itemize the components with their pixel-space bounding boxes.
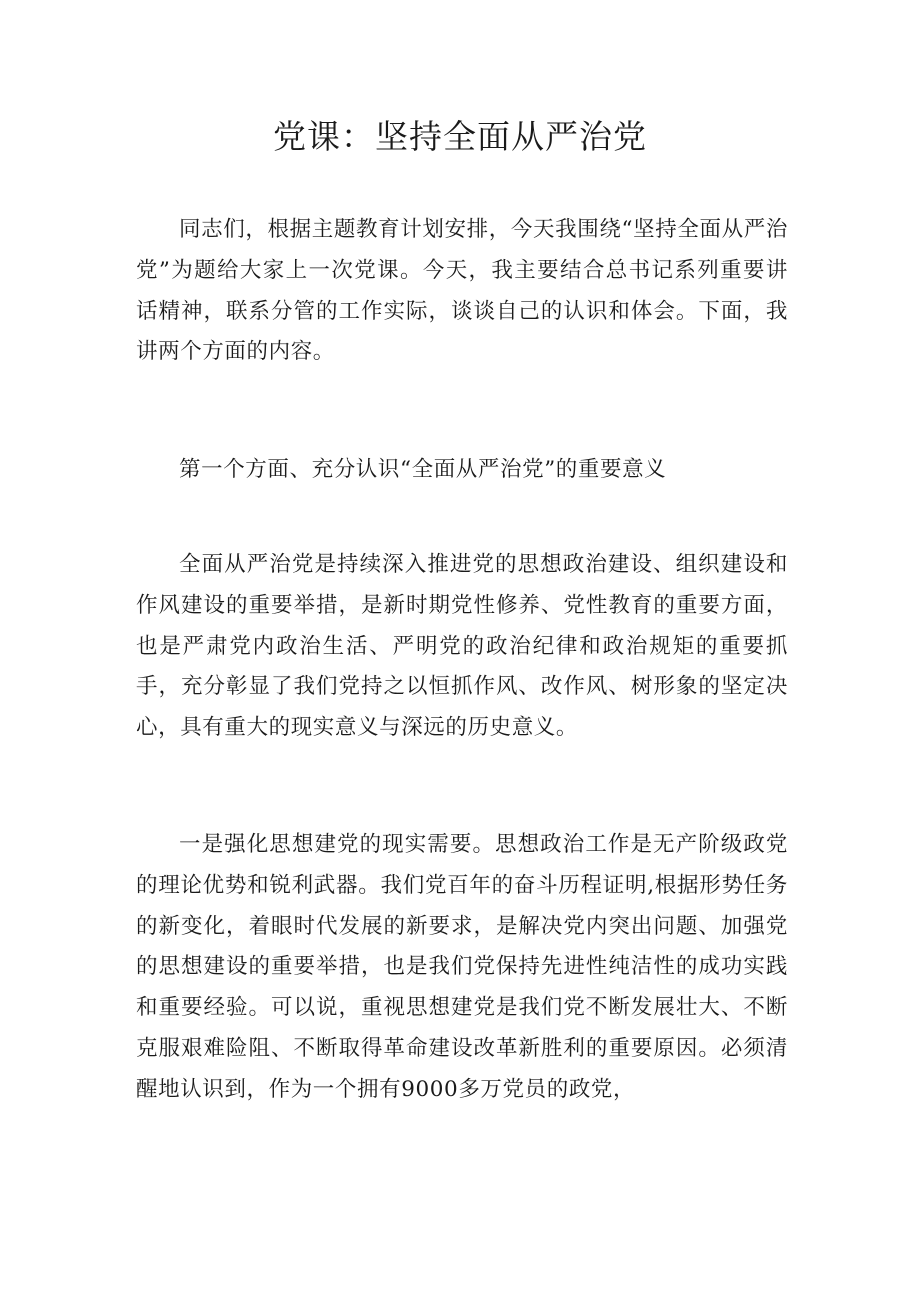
document-title: 党课：坚持全面从严治党 xyxy=(273,117,647,156)
section-heading: 第一个方面、充分认识“全面从严治党”的重要意义 xyxy=(179,457,667,482)
body-paragraph-ideological: 一是强化思想建党的现实需要。思想政治工作是无产阶级政党的理论优势和锐利武器。我们党百年的奋斗历程证明,根据形势任务的新变化，着眼时代发展的新要求，是解决党内突出问题、加强党的思想建设的重要举措，也是我们党保持先进性纯洁性的成功实践和重要经验。可以说，重视思想建党是我们党不断发展壮大、不断克服艰难险阻、不断取得革命建设改革新胜利的重要原因。必须清醒地认识到，作为一个拥有9000多万党员的政党， xyxy=(136,832,788,1102)
intro-paragraph: 同志们，根据主题教育计划安排，今天我围绕“坚持全面从严治党”为题给大家上一次党课。今天，我主要结合总书记系列重要讲话精神，联系分管的工作实际，谈谈自己的认识和体会。下面，我讲两个方面的内容。 xyxy=(136,217,788,365)
body-paragraph-significance: 全面从严治党是持续深入推进党的思想政治建设、组织建设和作风建设的重要举措，是新时期党性修养、党性教育的重要方面，也是严肃党内政治生活、严明党的政治纪律和政治规矩的重要抓手，充分彰显了我们党持之以恒抓作风、改作风、树形象的坚定决心，具有重大的现实意义与深远的历史意义。 xyxy=(136,552,788,741)
